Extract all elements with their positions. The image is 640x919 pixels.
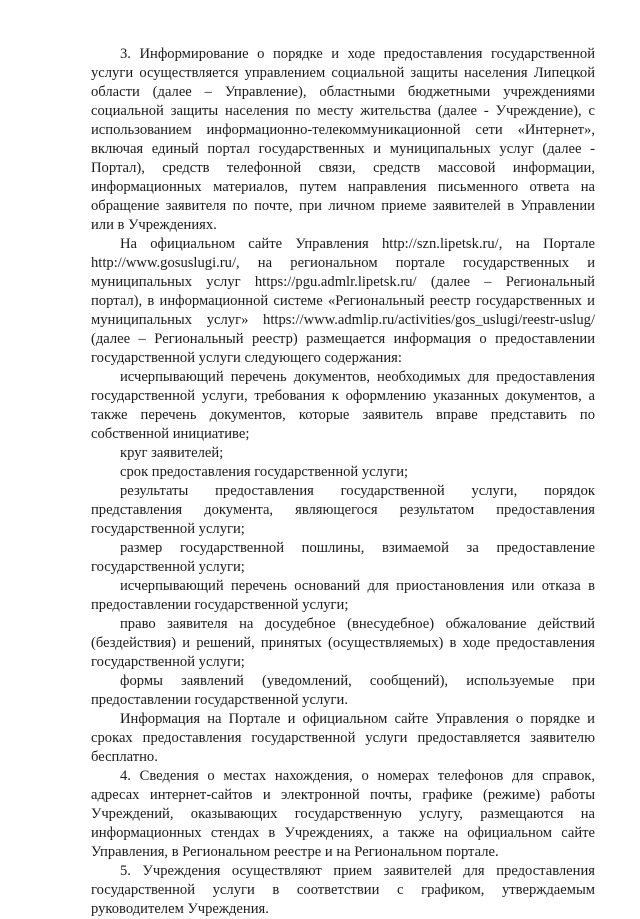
list-item-results: результаты предоставления государственной услуги, порядок представления документа, являющегося результатом предоставления государственной услуги; (91, 483, 595, 537)
paragraph-official-sites: На официальном сайте Управления http://szn.lipetsk.ru/, на Портале http://www.gosuslugi.ru/, на региональном портале государственных и муниципальных услуг https://pgu.admlr.lipetsk.ru/ (далее – Региональный портал), в информационной системе «Региональный реестр государственных и муниципальных услуг» https://www.admlip.ru/activities/gos_uslugi/reestr-uslug/ (далее – Региональный реестр) размещается информация о предоставлении государственной услуги следующего содержания: (91, 236, 595, 366)
document-body (91, 45, 595, 919)
list-item-applicants: круг заявителей; (120, 445, 224, 461)
list-item-forms: формы заявлений (уведомлений, сообщений), используемые при предоставлении государственной услуги. (91, 673, 595, 708)
list-item-grounds: исчерпывающий перечень оснований для приостановления или отказа в предоставлении государственной услуги; (91, 578, 595, 613)
list-item-appeal: право заявителя на досудебное (внесудебное) обжалование действий (бездействия) и решений, принятых (осуществляемых) в ходе предоставления государственной услуги; (91, 616, 595, 670)
paragraph-4-locations: 4. Сведения о местах нахождения, о номерах телефонов для справок, адресах интернет-сайтов и электронной почты, графике (режиме) работы Учреждений, оказывающих государственную услугу, размещаются на информационных стендах в Учреждениях, а также на официальном сайте Управления, в Региональном реестре и на Региональном портале. (91, 768, 595, 860)
paragraph-5-reception: 5. Учреждения осуществляют прием заявителей для предоставления государственной услуги в соответствии с графиком, утверждаемым руководителем Учреждения. (91, 863, 595, 917)
list-item-documents: исчерпывающий перечень документов, необходимых для предоставления государственной услуги, требования к оформлению указанных документов, а также перечень документов, которые заявитель вправе представить по собственной инициативе; (91, 369, 595, 442)
paragraph-free-info: Информация на Портале и официальном сайте Управления о порядке и сроках предоставления государственной услуги предоставляется заявителю бесплатно. (91, 711, 595, 765)
paragraph-3-informing: 3. Информирование о порядке и ходе предоставления государственной услуги осуществляется управлением социальной защиты населения Липецкой области (далее – Управление), областными бюджетными учреждениями социальной защиты населения по месту жительства (далее - Учреждение), с использованием информационно-телекоммуникационной сети «Интернет», включая единый портал государственных и муниципальных услуг (далее - Портал), средств телефонной связи, средств массовой информации, информационных материалов, путем направления письменного ответа на обращение заявителя по почте, при личном приеме заявителей в Управлении или в Учреждениях. (91, 46, 595, 233)
list-item-term: срок предоставления государственной услуги; (120, 464, 409, 480)
list-item-fee: размер государственной пошлины, взимаемой за предоставление государственной услуги; (91, 540, 595, 575)
